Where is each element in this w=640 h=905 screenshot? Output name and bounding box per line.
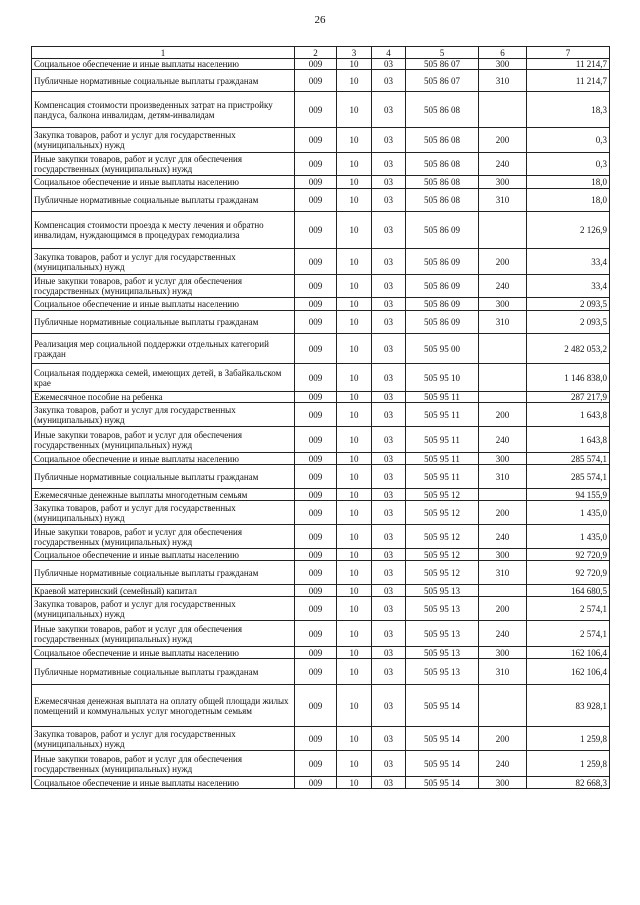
row-rz-cell: 10 xyxy=(337,153,372,176)
table-body xyxy=(32,59,610,789)
row-sum-cell: 83 928,1 xyxy=(527,685,610,727)
row-csr-cell: 505 95 12 xyxy=(406,549,479,561)
row-rz-cell: 10 xyxy=(337,659,372,685)
row-csr-cell: 505 95 14 xyxy=(406,685,479,727)
row-ved-cell: 009 xyxy=(295,525,337,549)
row-ved-cell: 009 xyxy=(295,427,337,453)
table-header-row xyxy=(32,47,610,59)
row-csr-cell: 505 86 09 xyxy=(406,275,479,298)
row-rz-cell: 10 xyxy=(337,298,372,311)
row-ved-cell: 009 xyxy=(295,501,337,525)
row-pr-cell: 03 xyxy=(372,311,406,334)
row-ved-cell: 009 xyxy=(295,334,337,364)
row-name-cell: Социальное обеспечение и иные выплаты населению xyxy=(32,777,295,789)
row-csr-cell: 505 86 09 xyxy=(406,298,479,311)
row-pr-cell: 03 xyxy=(372,153,406,176)
row-vr-cell xyxy=(479,334,527,364)
row-name-cell: Ежемесячное пособие на ребенка xyxy=(32,392,295,403)
row-rz-cell: 10 xyxy=(337,311,372,334)
row-csr-cell: 505 95 10 xyxy=(406,364,479,392)
row-rz-cell: 10 xyxy=(337,647,372,659)
row-rz-cell: 10 xyxy=(337,128,372,153)
row-rz-cell: 10 xyxy=(337,59,372,70)
row-sum-cell: 18,0 xyxy=(527,189,610,212)
row-vr-cell: 240 xyxy=(479,427,527,453)
row-vr-cell: 200 xyxy=(479,128,527,153)
row-rz-cell: 10 xyxy=(337,334,372,364)
header-col-4: 4 xyxy=(372,47,406,59)
row-pr-cell: 03 xyxy=(372,189,406,212)
row-rz-cell: 10 xyxy=(337,403,372,427)
row-name-cell: Публичные нормативные социальные выплаты гражданам xyxy=(32,311,295,334)
header-col-1: 1 xyxy=(32,47,295,59)
table-row xyxy=(32,427,610,453)
row-name-cell: Иные закупки товаров, работ и услуг для обеспечения государственных (муниципальных) нужд xyxy=(32,153,295,176)
table-row xyxy=(32,501,610,525)
row-rz-cell: 10 xyxy=(337,561,372,585)
row-rz-cell: 10 xyxy=(337,777,372,789)
row-ved-cell: 009 xyxy=(295,298,337,311)
row-rz-cell: 10 xyxy=(337,176,372,189)
row-name-cell: Социальное обеспечение и иные выплаты населению xyxy=(32,59,295,70)
row-csr-cell: 505 95 12 xyxy=(406,561,479,585)
row-sum-cell: 1 435,0 xyxy=(527,501,610,525)
row-pr-cell: 03 xyxy=(372,777,406,789)
table-row xyxy=(32,403,610,427)
table-row xyxy=(32,621,610,647)
row-csr-cell: 505 95 11 xyxy=(406,403,479,427)
table-row xyxy=(32,647,610,659)
row-vr-cell: 200 xyxy=(479,597,527,621)
row-vr-cell: 240 xyxy=(479,621,527,647)
table-row xyxy=(32,549,610,561)
row-sum-cell: 2 574,1 xyxy=(527,621,610,647)
row-name-cell: Публичные нормативные социальные выплаты гражданам xyxy=(32,189,295,212)
row-rz-cell: 10 xyxy=(337,549,372,561)
row-name-cell: Иные закупки товаров, работ и услуг для обеспечения государственных (муниципальных) нужд xyxy=(32,621,295,647)
row-sum-cell: 0,3 xyxy=(527,128,610,153)
row-ved-cell: 009 xyxy=(295,453,337,465)
row-csr-cell: 505 95 13 xyxy=(406,647,479,659)
table-row xyxy=(32,525,610,549)
header-col-2: 2 xyxy=(295,47,337,59)
row-pr-cell: 03 xyxy=(372,751,406,777)
table-row xyxy=(32,128,610,153)
header-col-6: 6 xyxy=(479,47,527,59)
table-row xyxy=(32,298,610,311)
row-name-cell: Закупка товаров, работ и услуг для государственных (муниципальных) нужд xyxy=(32,403,295,427)
row-csr-cell: 505 86 09 xyxy=(406,212,479,249)
row-sum-cell: 1 643,8 xyxy=(527,403,610,427)
row-vr-cell: 310 xyxy=(479,659,527,685)
row-rz-cell: 10 xyxy=(337,70,372,92)
row-vr-cell: 310 xyxy=(479,189,527,212)
table-row xyxy=(32,70,610,92)
row-csr-cell: 505 95 14 xyxy=(406,727,479,751)
row-rz-cell: 10 xyxy=(337,275,372,298)
row-vr-cell: 310 xyxy=(479,561,527,585)
row-csr-cell: 505 86 07 xyxy=(406,59,479,70)
table-row xyxy=(32,751,610,777)
row-pr-cell: 03 xyxy=(372,727,406,751)
row-vr-cell: 300 xyxy=(479,777,527,789)
row-sum-cell: 285 574,1 xyxy=(527,453,610,465)
row-csr-cell: 505 95 11 xyxy=(406,453,479,465)
row-csr-cell: 505 86 08 xyxy=(406,189,479,212)
table-row xyxy=(32,212,610,249)
row-ved-cell: 009 xyxy=(295,465,337,489)
row-pr-cell: 03 xyxy=(372,585,406,597)
row-csr-cell: 505 95 13 xyxy=(406,621,479,647)
row-csr-cell: 505 86 08 xyxy=(406,176,479,189)
row-rz-cell: 10 xyxy=(337,364,372,392)
row-sum-cell: 11 214,7 xyxy=(527,59,610,70)
row-ved-cell: 009 xyxy=(295,311,337,334)
row-ved-cell: 009 xyxy=(295,585,337,597)
row-ved-cell: 009 xyxy=(295,777,337,789)
row-sum-cell: 162 106,4 xyxy=(527,647,610,659)
row-ved-cell: 009 xyxy=(295,176,337,189)
table-row xyxy=(32,176,610,189)
row-ved-cell: 009 xyxy=(295,549,337,561)
row-csr-cell: 505 95 13 xyxy=(406,659,479,685)
row-ved-cell: 009 xyxy=(295,128,337,153)
table-row xyxy=(32,465,610,489)
row-sum-cell: 1 259,8 xyxy=(527,727,610,751)
row-name-cell: Социальное обеспечение и иные выплаты населению xyxy=(32,453,295,465)
row-sum-cell: 285 574,1 xyxy=(527,465,610,489)
row-pr-cell: 03 xyxy=(372,70,406,92)
row-vr-cell: 200 xyxy=(479,501,527,525)
row-vr-cell: 300 xyxy=(479,647,527,659)
table-row xyxy=(32,777,610,789)
row-sum-cell: 92 720,9 xyxy=(527,549,610,561)
row-ved-cell: 009 xyxy=(295,212,337,249)
row-pr-cell: 03 xyxy=(372,659,406,685)
row-ved-cell: 009 xyxy=(295,685,337,727)
page-number: 26 xyxy=(314,14,326,26)
row-pr-cell: 03 xyxy=(372,275,406,298)
row-name-cell: Иные закупки товаров, работ и услуг для обеспечения государственных (муниципальных) нужд xyxy=(32,427,295,453)
row-rz-cell: 10 xyxy=(337,751,372,777)
header-col-3: 3 xyxy=(337,47,372,59)
row-name-cell: Социальное обеспечение и иные выплаты населению xyxy=(32,549,295,561)
row-sum-cell: 18,0 xyxy=(527,176,610,189)
row-csr-cell: 505 86 08 xyxy=(406,128,479,153)
row-name-cell: Ежемесячная денежная выплата на оплату общей площади жилых помещений и коммунальных услуг многодетным семьям xyxy=(32,685,295,727)
table-row xyxy=(32,334,610,364)
table-row xyxy=(32,311,610,334)
row-ved-cell: 009 xyxy=(295,189,337,212)
table-row xyxy=(32,92,610,128)
row-rz-cell: 10 xyxy=(337,585,372,597)
row-rz-cell: 10 xyxy=(337,489,372,501)
row-pr-cell: 03 xyxy=(372,59,406,70)
row-name-cell: Закупка товаров, работ и услуг для государственных (муниципальных) нужд xyxy=(32,128,295,153)
row-pr-cell: 03 xyxy=(372,597,406,621)
row-ved-cell: 009 xyxy=(295,403,337,427)
row-ved-cell: 009 xyxy=(295,249,337,275)
table-row xyxy=(32,685,610,727)
row-vr-cell xyxy=(479,92,527,128)
row-vr-cell: 300 xyxy=(479,549,527,561)
row-vr-cell xyxy=(479,489,527,501)
row-rz-cell: 10 xyxy=(337,525,372,549)
table-row xyxy=(32,489,610,501)
table-row xyxy=(32,585,610,597)
row-vr-cell: 240 xyxy=(479,751,527,777)
row-vr-cell: 200 xyxy=(479,249,527,275)
row-vr-cell xyxy=(479,364,527,392)
row-csr-cell: 505 95 12 xyxy=(406,489,479,501)
row-pr-cell: 03 xyxy=(372,647,406,659)
row-pr-cell: 03 xyxy=(372,249,406,275)
row-sum-cell: 2 482 053,2 xyxy=(527,334,610,364)
row-rz-cell: 10 xyxy=(337,249,372,275)
row-pr-cell: 03 xyxy=(372,561,406,585)
row-pr-cell: 03 xyxy=(372,549,406,561)
row-rz-cell: 10 xyxy=(337,92,372,128)
row-csr-cell: 505 86 09 xyxy=(406,311,479,334)
row-sum-cell: 2 574,1 xyxy=(527,597,610,621)
row-ved-cell: 009 xyxy=(295,597,337,621)
table-row xyxy=(32,189,610,212)
row-vr-cell: 200 xyxy=(479,403,527,427)
row-pr-cell: 03 xyxy=(372,298,406,311)
row-pr-cell: 03 xyxy=(372,403,406,427)
row-csr-cell: 505 95 14 xyxy=(406,751,479,777)
row-rz-cell: 10 xyxy=(337,212,372,249)
row-ved-cell: 009 xyxy=(295,561,337,585)
row-sum-cell: 162 106,4 xyxy=(527,659,610,685)
row-vr-cell: 310 xyxy=(479,311,527,334)
row-sum-cell: 2 093,5 xyxy=(527,298,610,311)
row-pr-cell: 03 xyxy=(372,212,406,249)
row-ved-cell: 009 xyxy=(295,621,337,647)
row-sum-cell: 33,4 xyxy=(527,249,610,275)
row-pr-cell: 03 xyxy=(372,465,406,489)
table-row xyxy=(32,561,610,585)
row-csr-cell: 505 86 08 xyxy=(406,92,479,128)
row-vr-cell: 300 xyxy=(479,453,527,465)
row-sum-cell: 0,3 xyxy=(527,153,610,176)
row-sum-cell: 18,3 xyxy=(527,92,610,128)
row-sum-cell: 94 155,9 xyxy=(527,489,610,501)
row-name-cell: Ежемесячные денежные выплаты многодетным семьям xyxy=(32,489,295,501)
row-name-cell: Иные закупки товаров, работ и услуг для обеспечения государственных (муниципальных) нужд xyxy=(32,275,295,298)
row-ved-cell: 009 xyxy=(295,647,337,659)
row-pr-cell: 03 xyxy=(372,427,406,453)
row-vr-cell xyxy=(479,685,527,727)
row-name-cell: Публичные нормативные социальные выплаты гражданам xyxy=(32,70,295,92)
row-name-cell: Компенсация стоимости проезда к месту лечения и обратно инвалидам, нуждающимся в процедурах гемодиализа xyxy=(32,212,295,249)
row-ved-cell: 009 xyxy=(295,489,337,501)
table-row xyxy=(32,249,610,275)
row-ved-cell: 009 xyxy=(295,70,337,92)
row-csr-cell: 505 95 13 xyxy=(406,597,479,621)
row-name-cell: Реализация мер социальной поддержки отдельных категорий граждан xyxy=(32,334,295,364)
row-sum-cell: 164 680,5 xyxy=(527,585,610,597)
row-rz-cell: 10 xyxy=(337,453,372,465)
row-name-cell: Закупка товаров, работ и услуг для государственных (муниципальных) нужд xyxy=(32,597,295,621)
row-csr-cell: 505 95 00 xyxy=(406,334,479,364)
row-rz-cell: 10 xyxy=(337,727,372,751)
header-col-7: 7 xyxy=(527,47,610,59)
row-csr-cell: 505 95 13 xyxy=(406,585,479,597)
table-row xyxy=(32,275,610,298)
row-ved-cell: 009 xyxy=(295,751,337,777)
row-pr-cell: 03 xyxy=(372,685,406,727)
row-pr-cell: 03 xyxy=(372,364,406,392)
row-rz-cell: 10 xyxy=(337,189,372,212)
row-name-cell: Социальное обеспечение и иные выплаты населению xyxy=(32,298,295,311)
row-ved-cell: 009 xyxy=(295,727,337,751)
row-rz-cell: 10 xyxy=(337,465,372,489)
row-name-cell: Публичные нормативные социальные выплаты гражданам xyxy=(32,561,295,585)
row-pr-cell: 03 xyxy=(372,453,406,465)
row-sum-cell: 82 668,3 xyxy=(527,777,610,789)
row-csr-cell: 505 95 14 xyxy=(406,777,479,789)
row-rz-cell: 10 xyxy=(337,427,372,453)
budget-table xyxy=(31,46,610,789)
row-name-cell: Компенсация стоимости произведенных затрат на пристройку пандуса, балкона инвалидам, детям-инвалидам xyxy=(32,92,295,128)
row-sum-cell: 33,4 xyxy=(527,275,610,298)
row-sum-cell: 1 643,8 xyxy=(527,427,610,453)
row-name-cell: Закупка товаров, работ и услуг для государственных (муниципальных) нужд xyxy=(32,727,295,751)
row-csr-cell: 505 95 11 xyxy=(406,427,479,453)
row-vr-cell: 310 xyxy=(479,70,527,92)
row-pr-cell: 03 xyxy=(372,621,406,647)
row-name-cell: Социальная поддержка семей, имеющих детей, в Забайкальском крае xyxy=(32,364,295,392)
table-row xyxy=(32,727,610,751)
row-name-cell: Социальное обеспечение и иные выплаты населению xyxy=(32,176,295,189)
table-row xyxy=(32,659,610,685)
row-sum-cell: 2 126,9 xyxy=(527,212,610,249)
row-vr-cell: 240 xyxy=(479,275,527,298)
row-vr-cell: 240 xyxy=(479,525,527,549)
row-pr-cell: 03 xyxy=(372,525,406,549)
row-vr-cell: 240 xyxy=(479,153,527,176)
row-ved-cell: 009 xyxy=(295,392,337,403)
row-csr-cell: 505 86 08 xyxy=(406,153,479,176)
table-row xyxy=(32,597,610,621)
row-pr-cell: 03 xyxy=(372,392,406,403)
row-vr-cell xyxy=(479,585,527,597)
row-vr-cell xyxy=(479,392,527,403)
row-vr-cell: 300 xyxy=(479,298,527,311)
table-row xyxy=(32,453,610,465)
row-vr-cell: 300 xyxy=(479,59,527,70)
table-row xyxy=(32,364,610,392)
table-row xyxy=(32,392,610,403)
row-pr-cell: 03 xyxy=(372,334,406,364)
row-sum-cell: 1 435,0 xyxy=(527,525,610,549)
row-vr-cell: 200 xyxy=(479,727,527,751)
header-col-5: 5 xyxy=(406,47,479,59)
row-sum-cell: 1 146 838,0 xyxy=(527,364,610,392)
row-name-cell: Публичные нормативные социальные выплаты гражданам xyxy=(32,659,295,685)
row-vr-cell: 310 xyxy=(479,465,527,489)
table-row xyxy=(32,59,610,70)
row-sum-cell: 2 093,5 xyxy=(527,311,610,334)
row-ved-cell: 009 xyxy=(295,364,337,392)
row-csr-cell: 505 86 09 xyxy=(406,249,479,275)
row-csr-cell: 505 86 07 xyxy=(406,70,479,92)
row-name-cell: Иные закупки товаров, работ и услуг для обеспечения государственных (муниципальных) нужд xyxy=(32,525,295,549)
row-rz-cell: 10 xyxy=(337,685,372,727)
row-rz-cell: 10 xyxy=(337,392,372,403)
row-sum-cell: 287 217,9 xyxy=(527,392,610,403)
row-csr-cell: 505 95 12 xyxy=(406,501,479,525)
row-rz-cell: 10 xyxy=(337,501,372,525)
row-name-cell: Краевой материнский (семейный) капитал xyxy=(32,585,295,597)
row-name-cell: Иные закупки товаров, работ и услуг для обеспечения государственных (муниципальных) нужд xyxy=(32,751,295,777)
row-sum-cell: 92 720,9 xyxy=(527,561,610,585)
row-rz-cell: 10 xyxy=(337,597,372,621)
row-name-cell: Социальное обеспечение и иные выплаты населению xyxy=(32,647,295,659)
row-csr-cell: 505 95 12 xyxy=(406,525,479,549)
row-pr-cell: 03 xyxy=(372,489,406,501)
row-name-cell: Публичные нормативные социальные выплаты гражданам xyxy=(32,465,295,489)
row-sum-cell: 11 214,7 xyxy=(527,70,610,92)
row-ved-cell: 009 xyxy=(295,153,337,176)
row-name-cell: Закупка товаров, работ и услуг для государственных (муниципальных) нужд xyxy=(32,501,295,525)
row-rz-cell: 10 xyxy=(337,621,372,647)
row-ved-cell: 009 xyxy=(295,275,337,298)
row-pr-cell: 03 xyxy=(372,92,406,128)
row-csr-cell: 505 95 11 xyxy=(406,465,479,489)
row-vr-cell xyxy=(479,212,527,249)
row-name-cell: Закупка товаров, работ и услуг для государственных (муниципальных) нужд xyxy=(32,249,295,275)
row-ved-cell: 009 xyxy=(295,59,337,70)
row-ved-cell: 009 xyxy=(295,92,337,128)
row-csr-cell: 505 95 11 xyxy=(406,392,479,403)
row-vr-cell: 300 xyxy=(479,176,527,189)
table-row xyxy=(32,153,610,176)
row-pr-cell: 03 xyxy=(372,176,406,189)
row-sum-cell: 1 259,8 xyxy=(527,751,610,777)
row-pr-cell: 03 xyxy=(372,128,406,153)
row-pr-cell: 03 xyxy=(372,501,406,525)
row-ved-cell: 009 xyxy=(295,659,337,685)
